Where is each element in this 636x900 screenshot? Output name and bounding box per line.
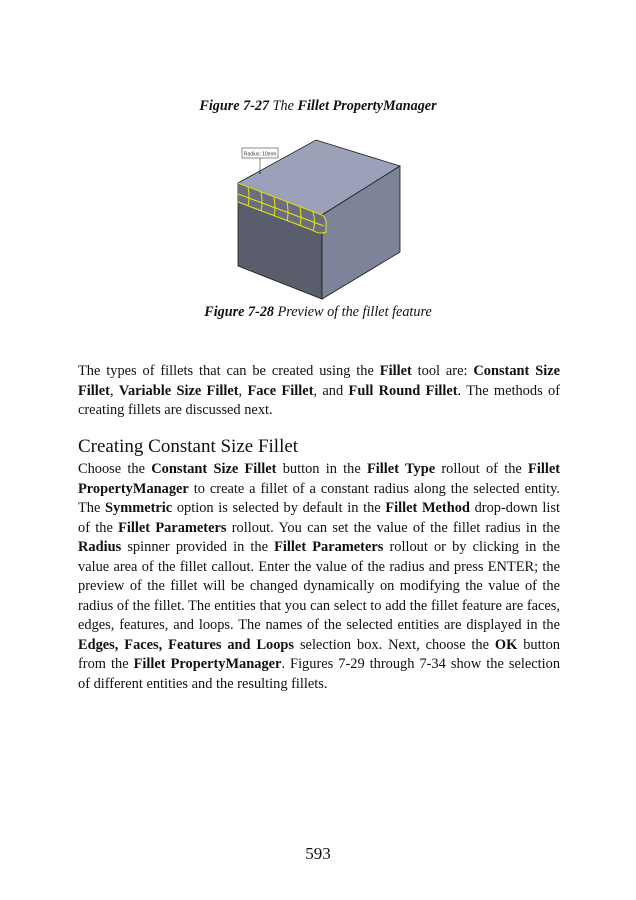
page-number: 593 [305, 844, 331, 863]
section-heading: Creating Constant Size Fillet [78, 436, 299, 457]
figure-7-27-caption [0, 98, 636, 115]
caption-bold-text: Fillet PropertyManager [297, 98, 437, 114]
radius-callout-text: Radius: 10mm [243, 151, 277, 158]
caption-label: Figure 7-27 [199, 98, 270, 114]
caption-text: The [269, 98, 298, 114]
body-paragraph: Choose the Constant Size Fillet button in the Fillet Type rollout of the Fillet PropertyManager to create a fillet of a constant radius along the selected entity. The Symmetric option is selected by default in the Fillet Method drop-down list of the Fillet Parameters rollout. You can set the value of the fillet radius in the Radius spinner provided in the Fillet Parameters rollout or by clicking in the value area of the fillet callout. Enter the value of the radius and press ENTER; the preview of the fillet will be changed dynamically on modifying the value of the radius of the fillet. The entities that you can select to add the fillet feature are faces, edges, features, and loops. The names of the selected entities are displayed in the Edges, Faces, Features and Loops selection box. Next, choose the OK button from the Fillet PropertyManager. Figures 7-29 through 7-34 show the selection of different entities and the resulting fillets. [78, 461, 561, 692]
caption-label: Figure 7-28 [204, 304, 275, 320]
figure-7-28-caption [0, 304, 636, 321]
caption-text: Preview of the fillet feature [274, 304, 432, 320]
fillet-preview-figure [228, 136, 404, 302]
intro-paragraph: The types of fillets that can be created using the Fillet tool are: Constant Size Fillet, Variable Size Fillet, Face Fillet, and Full Round Fillet. The methods of creating fillets are discussed next. [78, 363, 560, 418]
